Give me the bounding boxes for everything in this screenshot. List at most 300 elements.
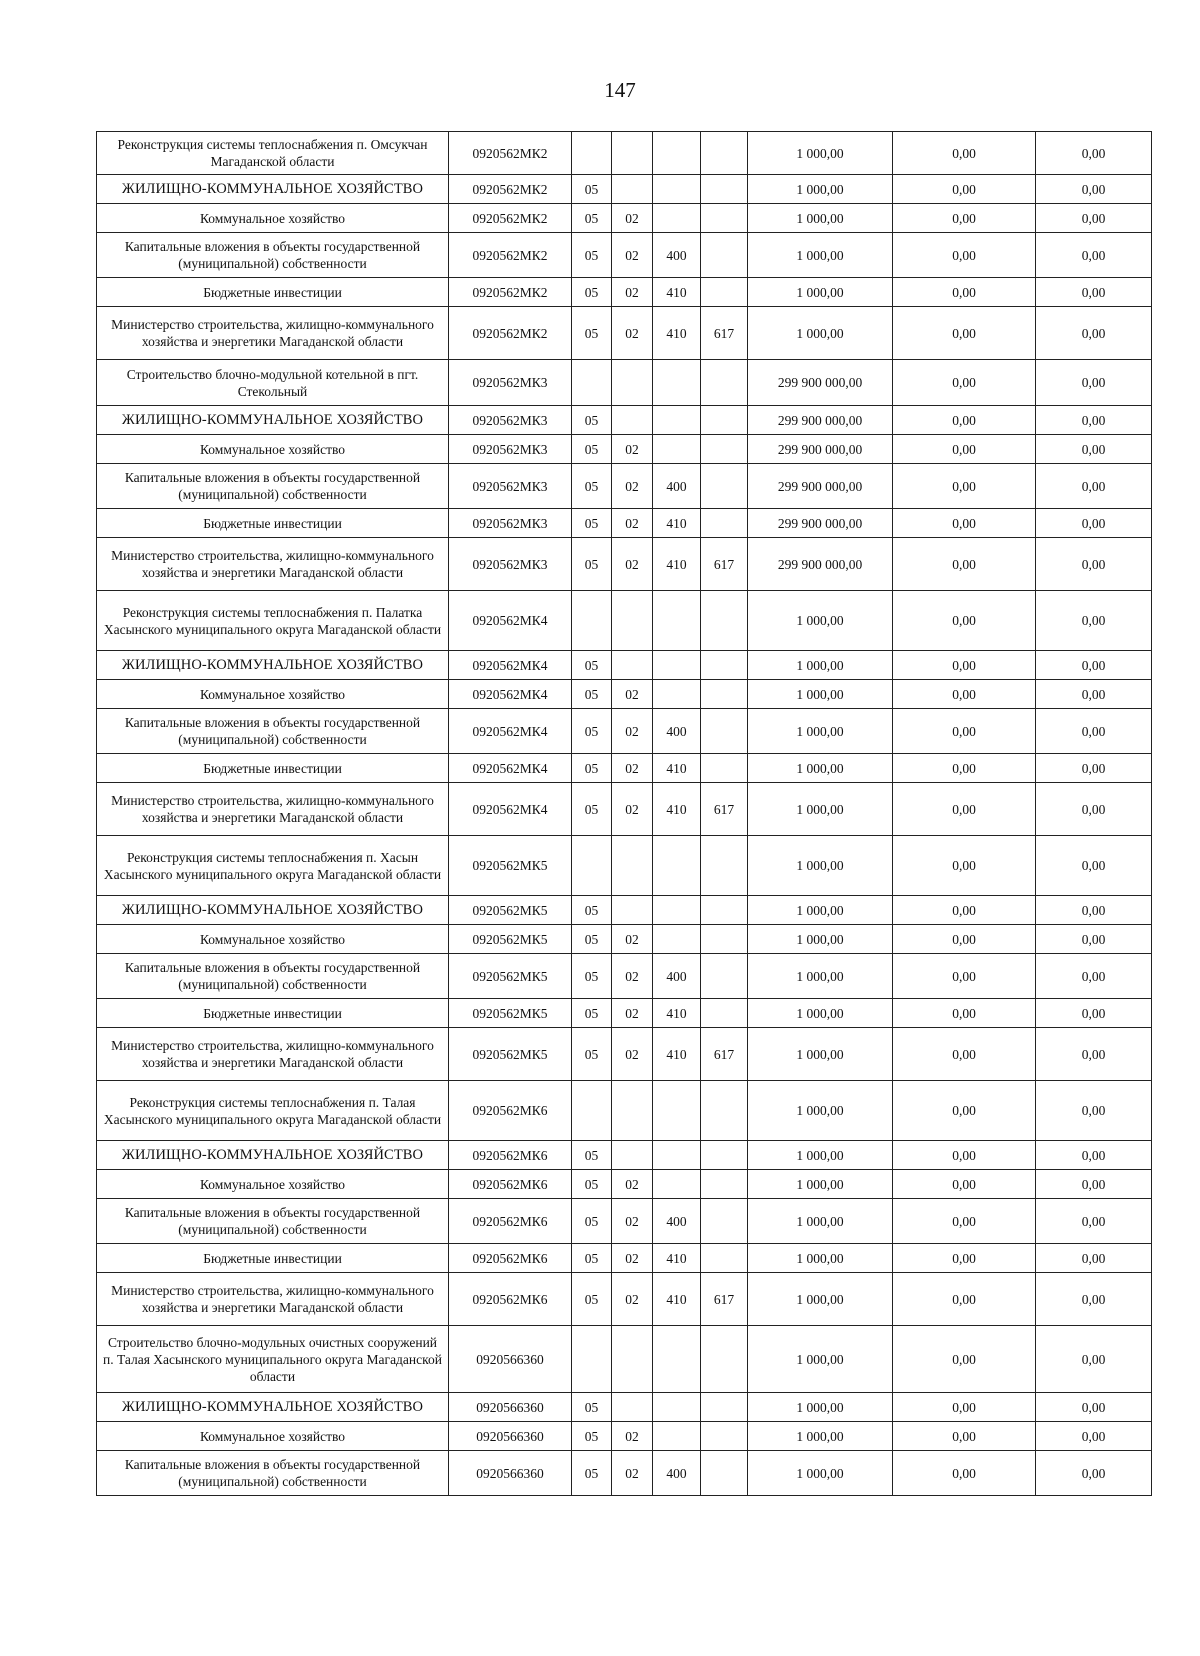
- row-amount-1: 1 000,00: [748, 680, 893, 709]
- table-row: [97, 591, 1152, 651]
- row-admin-code: [701, 709, 748, 754]
- row-expense-type: [653, 680, 701, 709]
- row-code: 0920562МК6: [449, 1081, 572, 1141]
- row-amount-3: 0,00: [1036, 1028, 1152, 1081]
- row-amount-1: 299 900 000,00: [748, 464, 893, 509]
- row-section: 05: [572, 954, 612, 999]
- table-row: [97, 1141, 1152, 1170]
- row-amount-1: 1 000,00: [748, 1273, 893, 1326]
- row-amount-3: 0,00: [1036, 754, 1152, 783]
- row-section: 05: [572, 175, 612, 204]
- row-amount-2: 0,00: [893, 464, 1036, 509]
- row-expense-type: [653, 591, 701, 651]
- row-section: 05: [572, 999, 612, 1028]
- row-amount-2: 0,00: [893, 999, 1036, 1028]
- row-subsection: 02: [612, 754, 653, 783]
- row-code: 0920562МК3: [449, 538, 572, 591]
- table-row: [97, 175, 1152, 204]
- row-amount-3: 0,00: [1036, 1141, 1152, 1170]
- row-subsection: [612, 132, 653, 175]
- row-admin-code: 617: [701, 307, 748, 360]
- row-amount-2: 0,00: [893, 307, 1036, 360]
- row-section: 05: [572, 278, 612, 307]
- row-name: Строительство блочно-модульных очистных сооружений п. Талая Хасынского муниципального округа Магаданской области: [97, 1326, 449, 1393]
- row-code: 0920562МК3: [449, 360, 572, 406]
- table-row: [97, 1393, 1152, 1422]
- row-subsection: 02: [612, 538, 653, 591]
- row-section: 05: [572, 783, 612, 836]
- row-amount-3: 0,00: [1036, 896, 1152, 925]
- row-admin-code: [701, 651, 748, 680]
- row-amount-3: 0,00: [1036, 1393, 1152, 1422]
- row-code: 0920562МК5: [449, 896, 572, 925]
- row-name: Коммунальное хозяйство: [97, 204, 449, 233]
- row-admin-code: [701, 435, 748, 464]
- row-amount-1: 1 000,00: [748, 278, 893, 307]
- row-amount-2: 0,00: [893, 651, 1036, 680]
- row-code: 0920562МК2: [449, 233, 572, 278]
- row-expense-type: [653, 1081, 701, 1141]
- row-expense-type: [653, 360, 701, 406]
- row-amount-3: 0,00: [1036, 836, 1152, 896]
- row-name: ЖИЛИЩНО-КОММУНАЛЬНОЕ ХОЗЯЙСТВО: [97, 1393, 449, 1422]
- table-row: [97, 836, 1152, 896]
- row-admin-code: [701, 1199, 748, 1244]
- row-admin-code: [701, 896, 748, 925]
- row-name: Бюджетные инвестиции: [97, 509, 449, 538]
- row-amount-3: 0,00: [1036, 591, 1152, 651]
- row-amount-1: 1 000,00: [748, 999, 893, 1028]
- row-code: 0920562МК4: [449, 709, 572, 754]
- row-amount-1: 1 000,00: [748, 954, 893, 999]
- row-amount-1: 1 000,00: [748, 783, 893, 836]
- row-section: 05: [572, 1273, 612, 1326]
- row-amount-3: 0,00: [1036, 999, 1152, 1028]
- row-subsection: [612, 591, 653, 651]
- row-amount-3: 0,00: [1036, 204, 1152, 233]
- row-section: 05: [572, 651, 612, 680]
- row-section: 05: [572, 233, 612, 278]
- row-expense-type: 410: [653, 538, 701, 591]
- row-amount-2: 0,00: [893, 591, 1036, 651]
- row-admin-code: [701, 680, 748, 709]
- row-amount-1: 1 000,00: [748, 896, 893, 925]
- row-name: Министерство строительства, жилищно-коммунального хозяйства и энергетики Магаданской области: [97, 1028, 449, 1081]
- budget-table: [96, 131, 1152, 1496]
- row-code: 0920562МК5: [449, 1028, 572, 1081]
- row-code: 0920562МК6: [449, 1141, 572, 1170]
- row-code: 0920562МК4: [449, 754, 572, 783]
- row-amount-2: 0,00: [893, 435, 1036, 464]
- row-name: Министерство строительства, жилищно-коммунального хозяйства и энергетики Магаданской области: [97, 307, 449, 360]
- row-amount-3: 0,00: [1036, 406, 1152, 435]
- row-amount-2: 0,00: [893, 836, 1036, 896]
- row-amount-1: 1 000,00: [748, 925, 893, 954]
- row-amount-2: 0,00: [893, 754, 1036, 783]
- row-admin-code: 617: [701, 783, 748, 836]
- row-section: 05: [572, 204, 612, 233]
- row-name: Коммунальное хозяйство: [97, 680, 449, 709]
- table-row: [97, 204, 1152, 233]
- row-amount-3: 0,00: [1036, 1244, 1152, 1273]
- row-amount-1: 1 000,00: [748, 1326, 893, 1393]
- row-admin-code: [701, 591, 748, 651]
- row-subsection: 02: [612, 680, 653, 709]
- row-amount-2: 0,00: [893, 406, 1036, 435]
- table-row: [97, 954, 1152, 999]
- row-amount-2: 0,00: [893, 954, 1036, 999]
- row-section: [572, 1081, 612, 1141]
- row-section: [572, 591, 612, 651]
- row-subsection: 02: [612, 1244, 653, 1273]
- row-expense-type: 410: [653, 999, 701, 1028]
- row-subsection: 02: [612, 233, 653, 278]
- table-row: [97, 1273, 1152, 1326]
- row-admin-code: [701, 1422, 748, 1451]
- row-expense-type: 410: [653, 307, 701, 360]
- table-row: [97, 709, 1152, 754]
- row-section: 05: [572, 680, 612, 709]
- row-subsection: 02: [612, 1451, 653, 1496]
- row-section: 05: [572, 1170, 612, 1199]
- row-name: ЖИЛИЩНО-КОММУНАЛЬНОЕ ХОЗЯЙСТВО: [97, 406, 449, 435]
- table-row: [97, 925, 1152, 954]
- row-expense-type: 410: [653, 783, 701, 836]
- row-amount-2: 0,00: [893, 925, 1036, 954]
- row-amount-2: 0,00: [893, 1422, 1036, 1451]
- row-amount-2: 0,00: [893, 896, 1036, 925]
- row-amount-1: 299 900 000,00: [748, 538, 893, 591]
- row-expense-type: [653, 435, 701, 464]
- row-amount-1: 1 000,00: [748, 709, 893, 754]
- row-name: Капитальные вложения в объекты государственной (муниципальной) собственности: [97, 1199, 449, 1244]
- row-amount-2: 0,00: [893, 680, 1036, 709]
- row-admin-code: [701, 509, 748, 538]
- row-name: Коммунальное хозяйство: [97, 1422, 449, 1451]
- row-amount-1: 1 000,00: [748, 204, 893, 233]
- row-amount-2: 0,00: [893, 1451, 1036, 1496]
- row-subsection: 02: [612, 1028, 653, 1081]
- row-code: 0920562МК5: [449, 836, 572, 896]
- row-amount-3: 0,00: [1036, 435, 1152, 464]
- row-expense-type: [653, 1170, 701, 1199]
- row-admin-code: [701, 233, 748, 278]
- page-number: 147: [604, 78, 636, 102]
- row-section: 05: [572, 754, 612, 783]
- row-amount-1: 299 900 000,00: [748, 406, 893, 435]
- row-admin-code: [701, 999, 748, 1028]
- row-code: 0920562МК5: [449, 954, 572, 999]
- row-amount-2: 0,00: [893, 132, 1036, 175]
- row-name: Капитальные вложения в объекты государственной (муниципальной) собственности: [97, 954, 449, 999]
- row-section: [572, 836, 612, 896]
- row-amount-1: 1 000,00: [748, 1141, 893, 1170]
- table-row: [97, 132, 1152, 175]
- row-code: 0920562МК2: [449, 204, 572, 233]
- row-code: 0920562МК3: [449, 464, 572, 509]
- row-code: 0920562МК4: [449, 651, 572, 680]
- row-name: Капитальные вложения в объекты государственной (муниципальной) собственности: [97, 709, 449, 754]
- row-amount-3: 0,00: [1036, 360, 1152, 406]
- row-code: 0920562МК6: [449, 1199, 572, 1244]
- row-section: [572, 360, 612, 406]
- table-row: [97, 509, 1152, 538]
- row-section: 05: [572, 307, 612, 360]
- row-expense-type: 400: [653, 233, 701, 278]
- row-name: Бюджетные инвестиции: [97, 754, 449, 783]
- table-row: [97, 406, 1152, 435]
- row-section: 05: [572, 896, 612, 925]
- row-code: 0920562МК5: [449, 925, 572, 954]
- row-name: ЖИЛИЩНО-КОММУНАЛЬНОЕ ХОЗЯЙСТВО: [97, 1141, 449, 1170]
- row-section: 05: [572, 538, 612, 591]
- row-amount-1: 1 000,00: [748, 1199, 893, 1244]
- row-expense-type: [653, 1422, 701, 1451]
- row-subsection: 02: [612, 783, 653, 836]
- row-expense-type: 400: [653, 709, 701, 754]
- row-expense-type: 400: [653, 954, 701, 999]
- row-subsection: 02: [612, 509, 653, 538]
- row-code: 0920562МК2: [449, 307, 572, 360]
- row-amount-2: 0,00: [893, 1244, 1036, 1273]
- row-amount-3: 0,00: [1036, 925, 1152, 954]
- row-amount-3: 0,00: [1036, 954, 1152, 999]
- table-row: [97, 651, 1152, 680]
- row-amount-2: 0,00: [893, 204, 1036, 233]
- row-name: Коммунальное хозяйство: [97, 435, 449, 464]
- row-code: 0920562МК3: [449, 509, 572, 538]
- row-subsection: 02: [612, 954, 653, 999]
- row-expense-type: 410: [653, 754, 701, 783]
- row-admin-code: [701, 1393, 748, 1422]
- row-subsection: 02: [612, 307, 653, 360]
- table-row: [97, 538, 1152, 591]
- row-admin-code: [701, 1451, 748, 1496]
- row-amount-2: 0,00: [893, 783, 1036, 836]
- table-row: [97, 1081, 1152, 1141]
- row-admin-code: [701, 175, 748, 204]
- row-section: 05: [572, 509, 612, 538]
- row-code: 0920566360: [449, 1451, 572, 1496]
- row-amount-1: 1 000,00: [748, 651, 893, 680]
- row-amount-3: 0,00: [1036, 680, 1152, 709]
- budget-table-body: [97, 132, 1152, 1496]
- row-subsection: [612, 360, 653, 406]
- row-expense-type: [653, 925, 701, 954]
- row-amount-3: 0,00: [1036, 1170, 1152, 1199]
- row-amount-1: 1 000,00: [748, 1451, 893, 1496]
- row-subsection: 02: [612, 999, 653, 1028]
- row-admin-code: [701, 278, 748, 307]
- table-row: [97, 1451, 1152, 1496]
- row-admin-code: [701, 360, 748, 406]
- row-name: Реконструкция системы теплоснабжения п. Хасын Хасынского муниципального округа Магаданской области: [97, 836, 449, 896]
- row-section: [572, 132, 612, 175]
- table-row: [97, 307, 1152, 360]
- row-name: Бюджетные инвестиции: [97, 278, 449, 307]
- row-expense-type: 410: [653, 1273, 701, 1326]
- row-amount-1: 1 000,00: [748, 1081, 893, 1141]
- row-section: 05: [572, 406, 612, 435]
- row-name: Бюджетные инвестиции: [97, 1244, 449, 1273]
- row-amount-2: 0,00: [893, 1273, 1036, 1326]
- row-amount-3: 0,00: [1036, 132, 1152, 175]
- row-name: Строительство блочно-модульной котельной в пгт. Стекольный: [97, 360, 449, 406]
- table-row: [97, 360, 1152, 406]
- row-code: 0920566360: [449, 1326, 572, 1393]
- row-section: 05: [572, 1451, 612, 1496]
- row-subsection: [612, 1326, 653, 1393]
- row-section: 05: [572, 1393, 612, 1422]
- row-expense-type: 400: [653, 1199, 701, 1244]
- row-admin-code: [701, 925, 748, 954]
- row-admin-code: 617: [701, 1028, 748, 1081]
- row-subsection: 02: [612, 204, 653, 233]
- row-amount-3: 0,00: [1036, 1199, 1152, 1244]
- row-name: ЖИЛИЩНО-КОММУНАЛЬНОЕ ХОЗЯЙСТВО: [97, 651, 449, 680]
- row-name: Реконструкция системы теплоснабжения п. Палатка Хасынского муниципального округа Магаданской области: [97, 591, 449, 651]
- row-expense-type: 400: [653, 1451, 701, 1496]
- row-expense-type: [653, 1393, 701, 1422]
- table-row: [97, 1170, 1152, 1199]
- row-amount-3: 0,00: [1036, 278, 1152, 307]
- row-amount-2: 0,00: [893, 1393, 1036, 1422]
- row-subsection: [612, 1141, 653, 1170]
- row-admin-code: [701, 1081, 748, 1141]
- row-name: ЖИЛИЩНО-КОММУНАЛЬНОЕ ХОЗЯЙСТВО: [97, 896, 449, 925]
- table-row: [97, 1326, 1152, 1393]
- row-expense-type: 410: [653, 1028, 701, 1081]
- row-amount-2: 0,00: [893, 1170, 1036, 1199]
- row-subsection: 02: [612, 1170, 653, 1199]
- row-subsection: 02: [612, 1273, 653, 1326]
- table-row: [97, 783, 1152, 836]
- row-amount-2: 0,00: [893, 509, 1036, 538]
- row-code: 0920562МК6: [449, 1170, 572, 1199]
- row-name: Капитальные вложения в объекты государственной (муниципальной) собственности: [97, 1451, 449, 1496]
- row-admin-code: [701, 1141, 748, 1170]
- row-admin-code: [701, 204, 748, 233]
- row-section: 05: [572, 464, 612, 509]
- row-admin-code: 617: [701, 1273, 748, 1326]
- row-admin-code: [701, 406, 748, 435]
- row-amount-1: 1 000,00: [748, 1393, 893, 1422]
- row-subsection: 02: [612, 464, 653, 509]
- row-subsection: 02: [612, 278, 653, 307]
- row-name: Капитальные вложения в объекты государственной (муниципальной) собственности: [97, 464, 449, 509]
- row-amount-1: 299 900 000,00: [748, 509, 893, 538]
- table-row: [97, 1199, 1152, 1244]
- table-row: [97, 1422, 1152, 1451]
- row-expense-type: [653, 836, 701, 896]
- row-amount-1: 1 000,00: [748, 591, 893, 651]
- row-name: Министерство строительства, жилищно-коммунального хозяйства и энергетики Магаданской области: [97, 783, 449, 836]
- row-section: 05: [572, 1141, 612, 1170]
- row-code: 0920562МК6: [449, 1244, 572, 1273]
- row-section: 05: [572, 709, 612, 754]
- row-expense-type: [653, 132, 701, 175]
- row-amount-3: 0,00: [1036, 783, 1152, 836]
- row-amount-2: 0,00: [893, 709, 1036, 754]
- row-subsection: [612, 175, 653, 204]
- table-row: [97, 464, 1152, 509]
- row-amount-3: 0,00: [1036, 1422, 1152, 1451]
- row-amount-1: 1 000,00: [748, 1028, 893, 1081]
- row-amount-1: 299 900 000,00: [748, 360, 893, 406]
- row-code: 0920562МК4: [449, 680, 572, 709]
- row-amount-2: 0,00: [893, 1141, 1036, 1170]
- row-subsection: [612, 1081, 653, 1141]
- row-amount-3: 0,00: [1036, 307, 1152, 360]
- row-amount-2: 0,00: [893, 1028, 1036, 1081]
- row-code: 0920562МК4: [449, 783, 572, 836]
- table-row: [97, 1028, 1152, 1081]
- row-section: 05: [572, 925, 612, 954]
- table-row: [97, 680, 1152, 709]
- row-amount-3: 0,00: [1036, 509, 1152, 538]
- row-admin-code: [701, 1170, 748, 1199]
- row-amount-2: 0,00: [893, 360, 1036, 406]
- row-code: 0920562МК3: [449, 435, 572, 464]
- row-amount-3: 0,00: [1036, 651, 1152, 680]
- row-expense-type: [653, 896, 701, 925]
- row-section: 05: [572, 1199, 612, 1244]
- row-amount-3: 0,00: [1036, 175, 1152, 204]
- row-admin-code: [701, 1244, 748, 1273]
- row-amount-1: 299 900 000,00: [748, 435, 893, 464]
- row-section: 05: [572, 435, 612, 464]
- row-amount-2: 0,00: [893, 538, 1036, 591]
- row-code: 0920562МК2: [449, 278, 572, 307]
- row-admin-code: [701, 132, 748, 175]
- row-amount-1: 1 000,00: [748, 132, 893, 175]
- row-admin-code: [701, 836, 748, 896]
- row-subsection: [612, 406, 653, 435]
- row-subsection: [612, 896, 653, 925]
- row-subsection: 02: [612, 1199, 653, 1244]
- row-amount-3: 0,00: [1036, 709, 1152, 754]
- row-expense-type: [653, 204, 701, 233]
- row-code: 0920562МК5: [449, 999, 572, 1028]
- row-amount-3: 0,00: [1036, 1081, 1152, 1141]
- row-admin-code: 617: [701, 538, 748, 591]
- row-amount-1: 1 000,00: [748, 1244, 893, 1273]
- row-expense-type: [653, 1141, 701, 1170]
- row-amount-2: 0,00: [893, 278, 1036, 307]
- row-code: 0920566360: [449, 1393, 572, 1422]
- row-amount-3: 0,00: [1036, 1326, 1152, 1393]
- table-row: [97, 1244, 1152, 1273]
- row-code: 0920562МК2: [449, 132, 572, 175]
- row-name: Министерство строительства, жилищно-коммунального хозяйства и энергетики Магаданской области: [97, 538, 449, 591]
- table-row: [97, 896, 1152, 925]
- row-amount-2: 0,00: [893, 233, 1036, 278]
- table-row: [97, 754, 1152, 783]
- row-subsection: 02: [612, 925, 653, 954]
- row-subsection: [612, 1393, 653, 1422]
- row-amount-2: 0,00: [893, 175, 1036, 204]
- row-section: [572, 1326, 612, 1393]
- row-amount-3: 0,00: [1036, 464, 1152, 509]
- table-row: [97, 999, 1152, 1028]
- row-admin-code: [701, 954, 748, 999]
- row-amount-1: 1 000,00: [748, 1170, 893, 1199]
- row-code: 0920562МК3: [449, 406, 572, 435]
- row-amount-2: 0,00: [893, 1326, 1036, 1393]
- row-name: Реконструкция системы теплоснабжения п. Талая Хасынского муниципального округа Магаданской области: [97, 1081, 449, 1141]
- table-row: [97, 233, 1152, 278]
- row-section: 05: [572, 1028, 612, 1081]
